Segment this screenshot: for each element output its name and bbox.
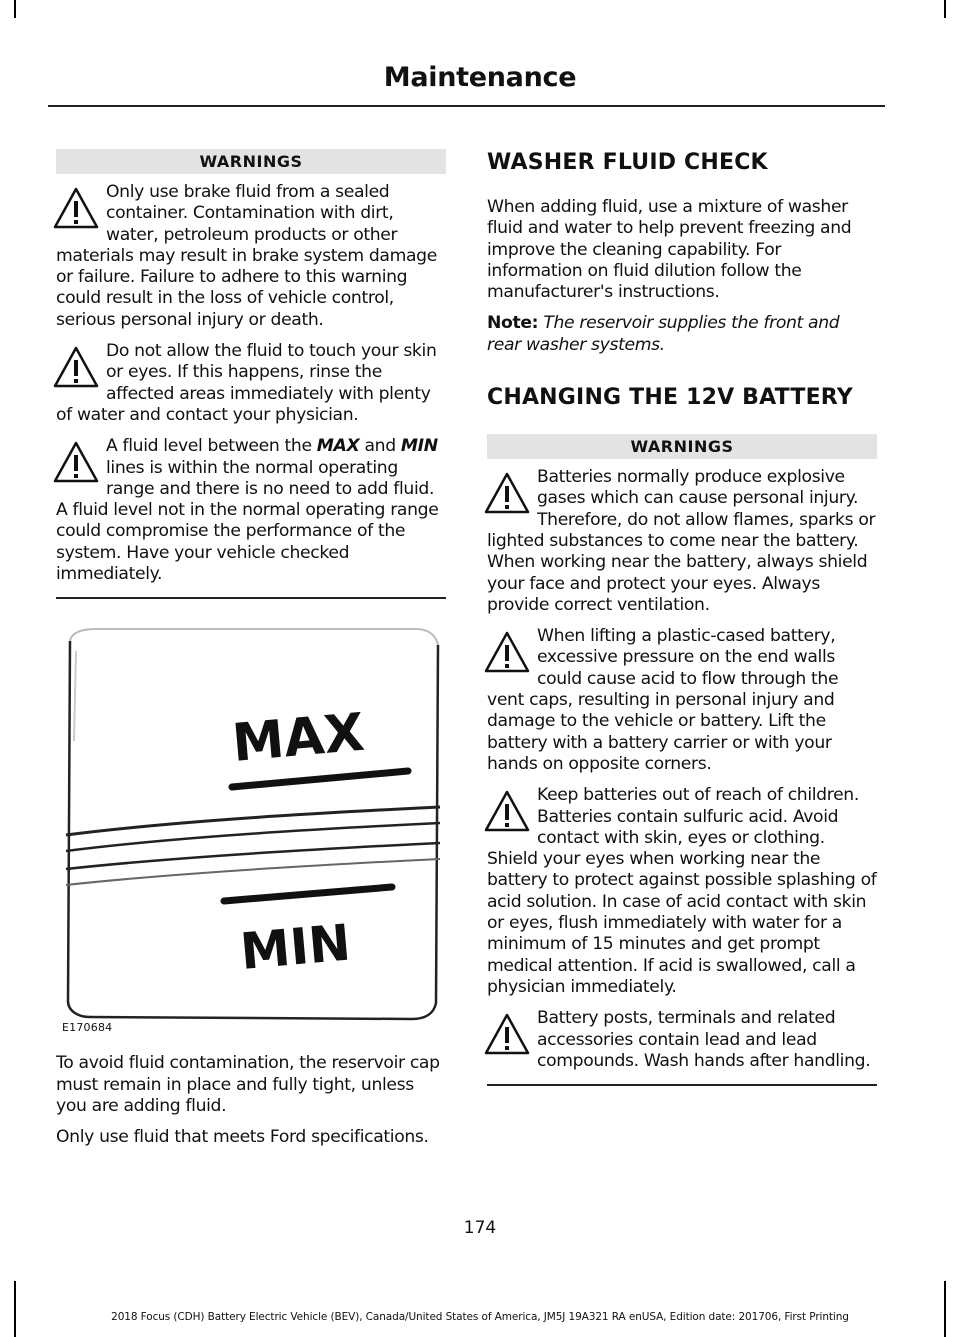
warning-triangle-icon: [52, 345, 100, 391]
warnings-end-rule: [56, 597, 446, 599]
right-column: [487, 149, 877, 1086]
warning-item: [487, 1008, 877, 1072]
note-text: The reservoir supplies the front and rear washer systems.: [487, 313, 840, 355]
edition-line: 2018 Focus (CDH) Battery Electric Vehicle (BEV), Canada/United States of America, JM5J 19A321 RA enUSA, Edition date: 201706, First Printing: [111, 1311, 849, 1323]
crop-mark-bottom-left: [14, 1281, 16, 1337]
warning-text: Do not allow the fluid to touch your skin or eyes. If this happens, rinse the affected areas immediately with plenty of water and contact your physician.: [56, 341, 437, 425]
warnings-heading: WARNINGS: [487, 434, 877, 459]
warning-item: [56, 182, 446, 331]
warning-item: [487, 626, 877, 775]
max-term: MAX: [316, 436, 360, 457]
warning-item: [487, 467, 877, 616]
warning-triangle-icon: [483, 1012, 531, 1058]
reservoir-illustration: [56, 621, 446, 1039]
note: [487, 313, 877, 356]
max-label: MAX: [229, 703, 367, 775]
paragraph: Only use fluid that meets Ford specifications.: [56, 1127, 429, 1148]
warning-text: Batteries normally produce explosive gases which can cause personal injury. Therefore, do not allow flames, sparks or lighted substances to come near the battery. When working near the battery, always shield your face and protect your eyes. Always provide correct ventilation.: [487, 467, 876, 615]
note-label: Note:: [487, 313, 539, 334]
warning-triangle-icon: [483, 630, 531, 676]
min-label: MIN: [237, 913, 353, 982]
header-rule: [48, 105, 885, 107]
warning-text: A fluid level between the MAX and MIN lines is within the normal operating range and there is no need to add fluid. A fluid level not in the normal operating range could compromise the performance of the system. Have your vehicle checked immediately.: [56, 436, 439, 585]
washer-paragraph: When adding fluid, use a mixture of washer fluid and water to help prevent freezing and improve the cleaning capability. For information on fluid dilution follow the manufacturer's instructions.: [487, 197, 852, 303]
washer-section-title: WASHER FLUID CHECK: [487, 150, 768, 175]
crop-mark-bottom-right: [944, 1281, 946, 1337]
page-number: 174: [463, 1218, 497, 1238]
warning-triangle-icon: [483, 789, 531, 835]
min-term: MIN: [400, 436, 438, 457]
warning-item: [56, 341, 446, 426]
warnings-heading: WARNINGS: [56, 149, 446, 174]
paragraph: To avoid fluid contamination, the reservoir cap must remain in place and fully tight, unless you are adding fluid.: [56, 1053, 440, 1116]
warning-text: Keep batteries out of reach of children. Batteries contain sulfuric acid. Avoid contact with skin, eyes or clothing. Shield your eyes when working near the battery to protect against possible splashing of acid solution. In case of acid contact with skin or eyes, flush immediately with water for a minimum of 15 minutes and get prompt medical attention. If acid is swallowed, call a physician immediately.: [487, 785, 877, 997]
battery-section-title: CHANGING THE 12V BATTERY: [487, 385, 853, 411]
crop-mark-top-right: [944, 0, 946, 18]
warning-triangle-icon: [52, 440, 100, 486]
image-code: E170684: [62, 1021, 113, 1035]
page-header-title: Maintenance: [383, 62, 577, 93]
crop-mark-top-left: [14, 0, 16, 18]
warning-item: [56, 436, 446, 585]
left-column: [56, 149, 446, 1149]
warning-triangle-icon: [52, 186, 100, 232]
warning-text: Battery posts, terminals and related accessories contain lead and lead compounds. Wash hands after handling.: [537, 1008, 871, 1071]
warning-text: Only use brake fluid from a sealed container. Contamination with dirt, water, petroleum products or other materials may result in brake system damage or failure. Failure to adhere to this warning could result in the loss of vehicle control, serious personal injury or death.: [56, 182, 437, 330]
warnings-end-rule: [487, 1084, 877, 1086]
warning-text: When lifting a plastic-cased battery, excessive pressure on the end walls could cause acid to flow through the vent caps, resulting in personal injury and damage to the vehicle or battery. Lift the battery with a battery carrier or with your hands on opposite corners.: [487, 626, 839, 774]
warning-triangle-icon: [483, 471, 531, 517]
warning-item: [487, 785, 877, 998]
reservoir-drawing: [56, 621, 446, 1039]
